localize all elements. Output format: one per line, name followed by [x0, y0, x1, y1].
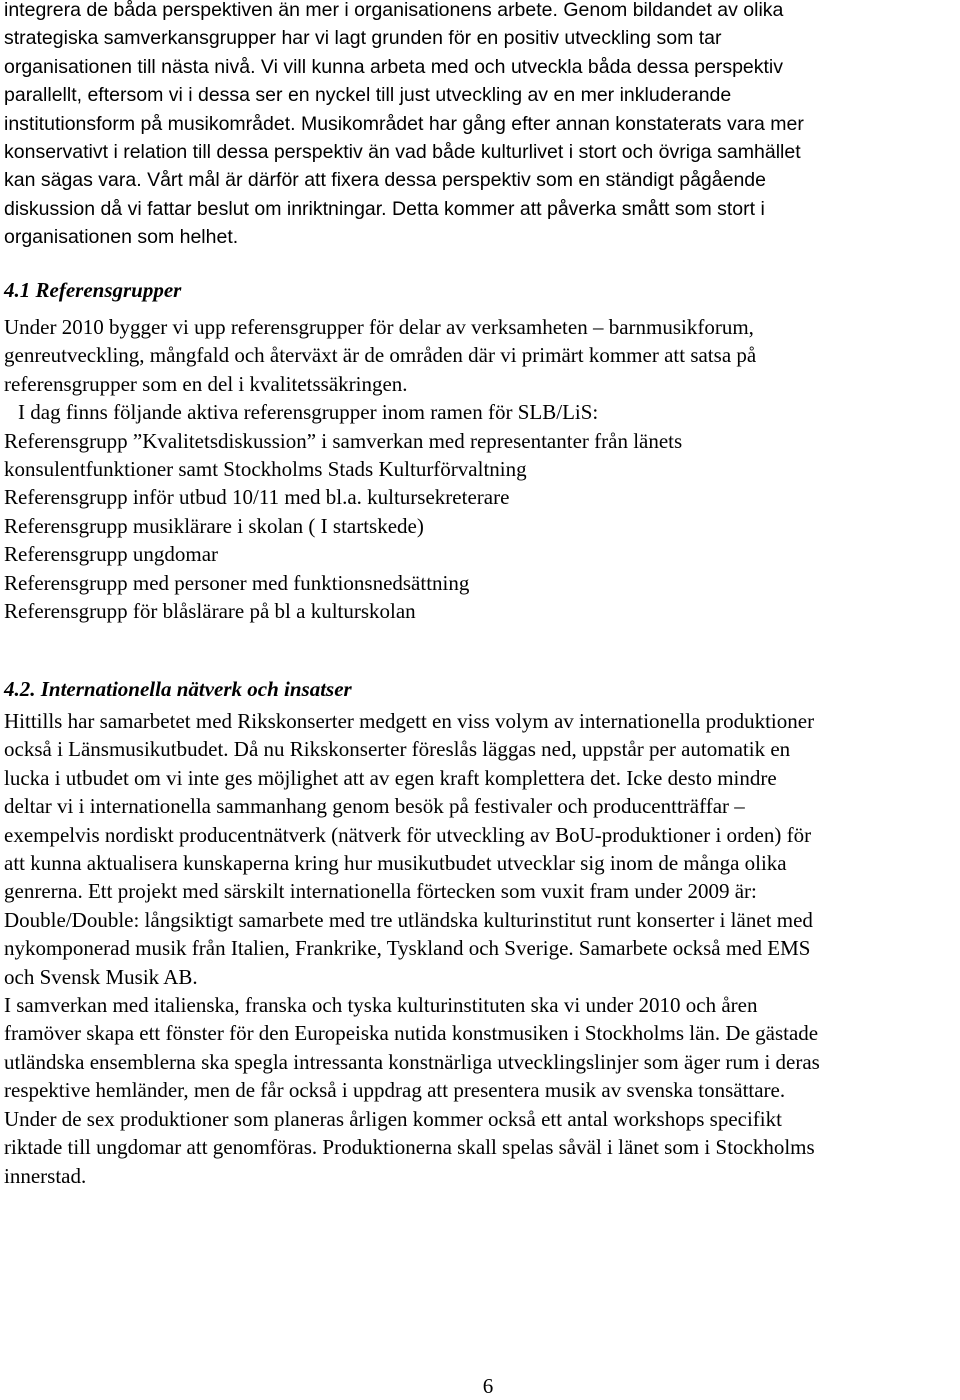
body-line: Hittills har samarbetet med Rikskonserter medgett en viss volym av internationella produktioner — [4, 709, 815, 733]
body-line: Double/Double: långsiktigt samarbete med tre utländska kulturinstitut runt konserter i länet med — [4, 907, 813, 932]
body-line: framöver skapa ett fönster för den Europeiska nutida konstmusiken i Stockholms län. De gästade — [4, 1021, 819, 1046]
body-line: nykomponerad musik från Italien, Frankrike, Tyskland och Sverige. Samarbete också med EMS — [4, 936, 811, 961]
body-line: I samverkan med italienska, franska och tyska kulturinstituten ska vi under 2010 och åren — [4, 993, 758, 1018]
section-heading-internationella: 4.2. Internationella nätverk och insatser — [4, 677, 352, 701]
intro-line: organisationen till nästa nivå. Vi vill kunna arbeta med och utveckla båda dessa perspektiv — [4, 55, 784, 78]
body-line: deltar vi i internationella sammanhang genom besök på festivaler och producentträffar – — [4, 794, 745, 819]
body-line: lucka i utbudet om vi inte ges möjlighet att av egen kraft komplettera det. Icke desto mindre — [4, 765, 777, 790]
intro-line: diskussion då vi fattar beslut om inriktningar. Detta kommer att påverka smått som stort i — [4, 197, 765, 220]
body-line: att kunna aktualisera kunskaperna kring hur musikutbudet utvecklar sig inom de många olika — [4, 851, 787, 876]
intro-line: organisationen som helhet. — [4, 226, 239, 249]
intro-line: institutionsform på musikområdet. Musikområdet har gång efter annan konstaterats vara mer — [4, 112, 804, 135]
body-line: utländska ensemblerna ska spegla intressanta konstnärliga utvecklingslinjer som äger rum i deras — [4, 1049, 820, 1074]
list-item: konsulentfunktioner samt Stockholms Stads Kulturförvaltning — [4, 457, 527, 482]
list-item: Referensgrupp ”Kvalitetsdiskussion” i samverkan med representanter från länets — [4, 428, 683, 453]
body-line: respektive hemländer, men de får också i uppdrag att presentera musik av svenska tonsättare. — [4, 1078, 786, 1103]
list-item: Referensgrupp för blåslärare på bl a kulturskolan — [4, 599, 416, 624]
list-item: Referensgrupp med personer med funktionsnedsättning — [4, 570, 470, 595]
body-line: riktade till ungdomar att genomföras. Produktionerna skall spelas såväl i länet som i Stockholms — [4, 1135, 815, 1160]
body-line: Under 2010 bygger vi upp referensgrupper för delar av verksamheten – barnmusikforum, — [4, 315, 754, 339]
intro-line: strategiska samverkansgrupper har vi lagt grunden för en positiv utveckling som tar — [4, 27, 722, 50]
body-line: referensgrupper som en del i kvalitetssäkringen. — [4, 371, 408, 396]
body-line: genreutveckling, mångfald och återväxt är de områden där vi primärt kommer att satsa på — [4, 343, 757, 368]
body-line: genrerna. Ett projekt med särskilt internationella förtecken som vuxit fram under 2009 är: — [4, 879, 757, 904]
body-line: Under de sex produktioner som planeras årligen kommer också ett antal workshops specifikt — [4, 1106, 782, 1131]
intro-line: integrera de båda perspektiven än mer i organisationens arbete. Genom bildandet av olika — [4, 0, 784, 21]
body-line: exempelvis nordiskt producentnätverk (nätverk för utveckling av BoU-produktioner i orden) för — [4, 822, 812, 847]
section-body-internationella — [4, 707, 820, 1190]
list-item: Referensgrupp musiklärare i skolan ( I startskede) — [4, 513, 424, 538]
intro-line: parallellt, eftersom vi i dessa ser en nyckel till just utveckling av en mer inkluderande — [4, 84, 732, 107]
section-heading-referensgrupper: 4.1 Referensgrupper — [4, 278, 182, 302]
intro-line: kan sägas vara. Vårt mål är därför att fixera dessa perspektiv som en ständigt pågående — [4, 169, 766, 192]
list-item: Referensgrupp ungdomar — [4, 542, 219, 567]
list-item: Referensgrupp inför utbud 10/11 med bl.a. kultursekreterare — [4, 485, 510, 510]
section-body-referensgrupper — [4, 313, 756, 625]
body-line: I dag finns följande aktiva referensgrupper inom ramen för SLB/LiS: — [18, 400, 599, 425]
body-line: innerstad. — [4, 1163, 87, 1188]
body-line: och Svensk Musik AB. — [4, 964, 198, 989]
intro-line: konservativt i relation till dessa perspektiv än vad både kulturlivet i stort och övriga samhället — [4, 141, 801, 164]
body-line: också i Länsmusikutbudet. Då nu Rikskonserter föreslås läggas ned, uppstår per automatik en — [4, 737, 791, 762]
page-number: 6 — [482, 1374, 494, 1398]
intro-paragraph — [4, 0, 804, 252]
